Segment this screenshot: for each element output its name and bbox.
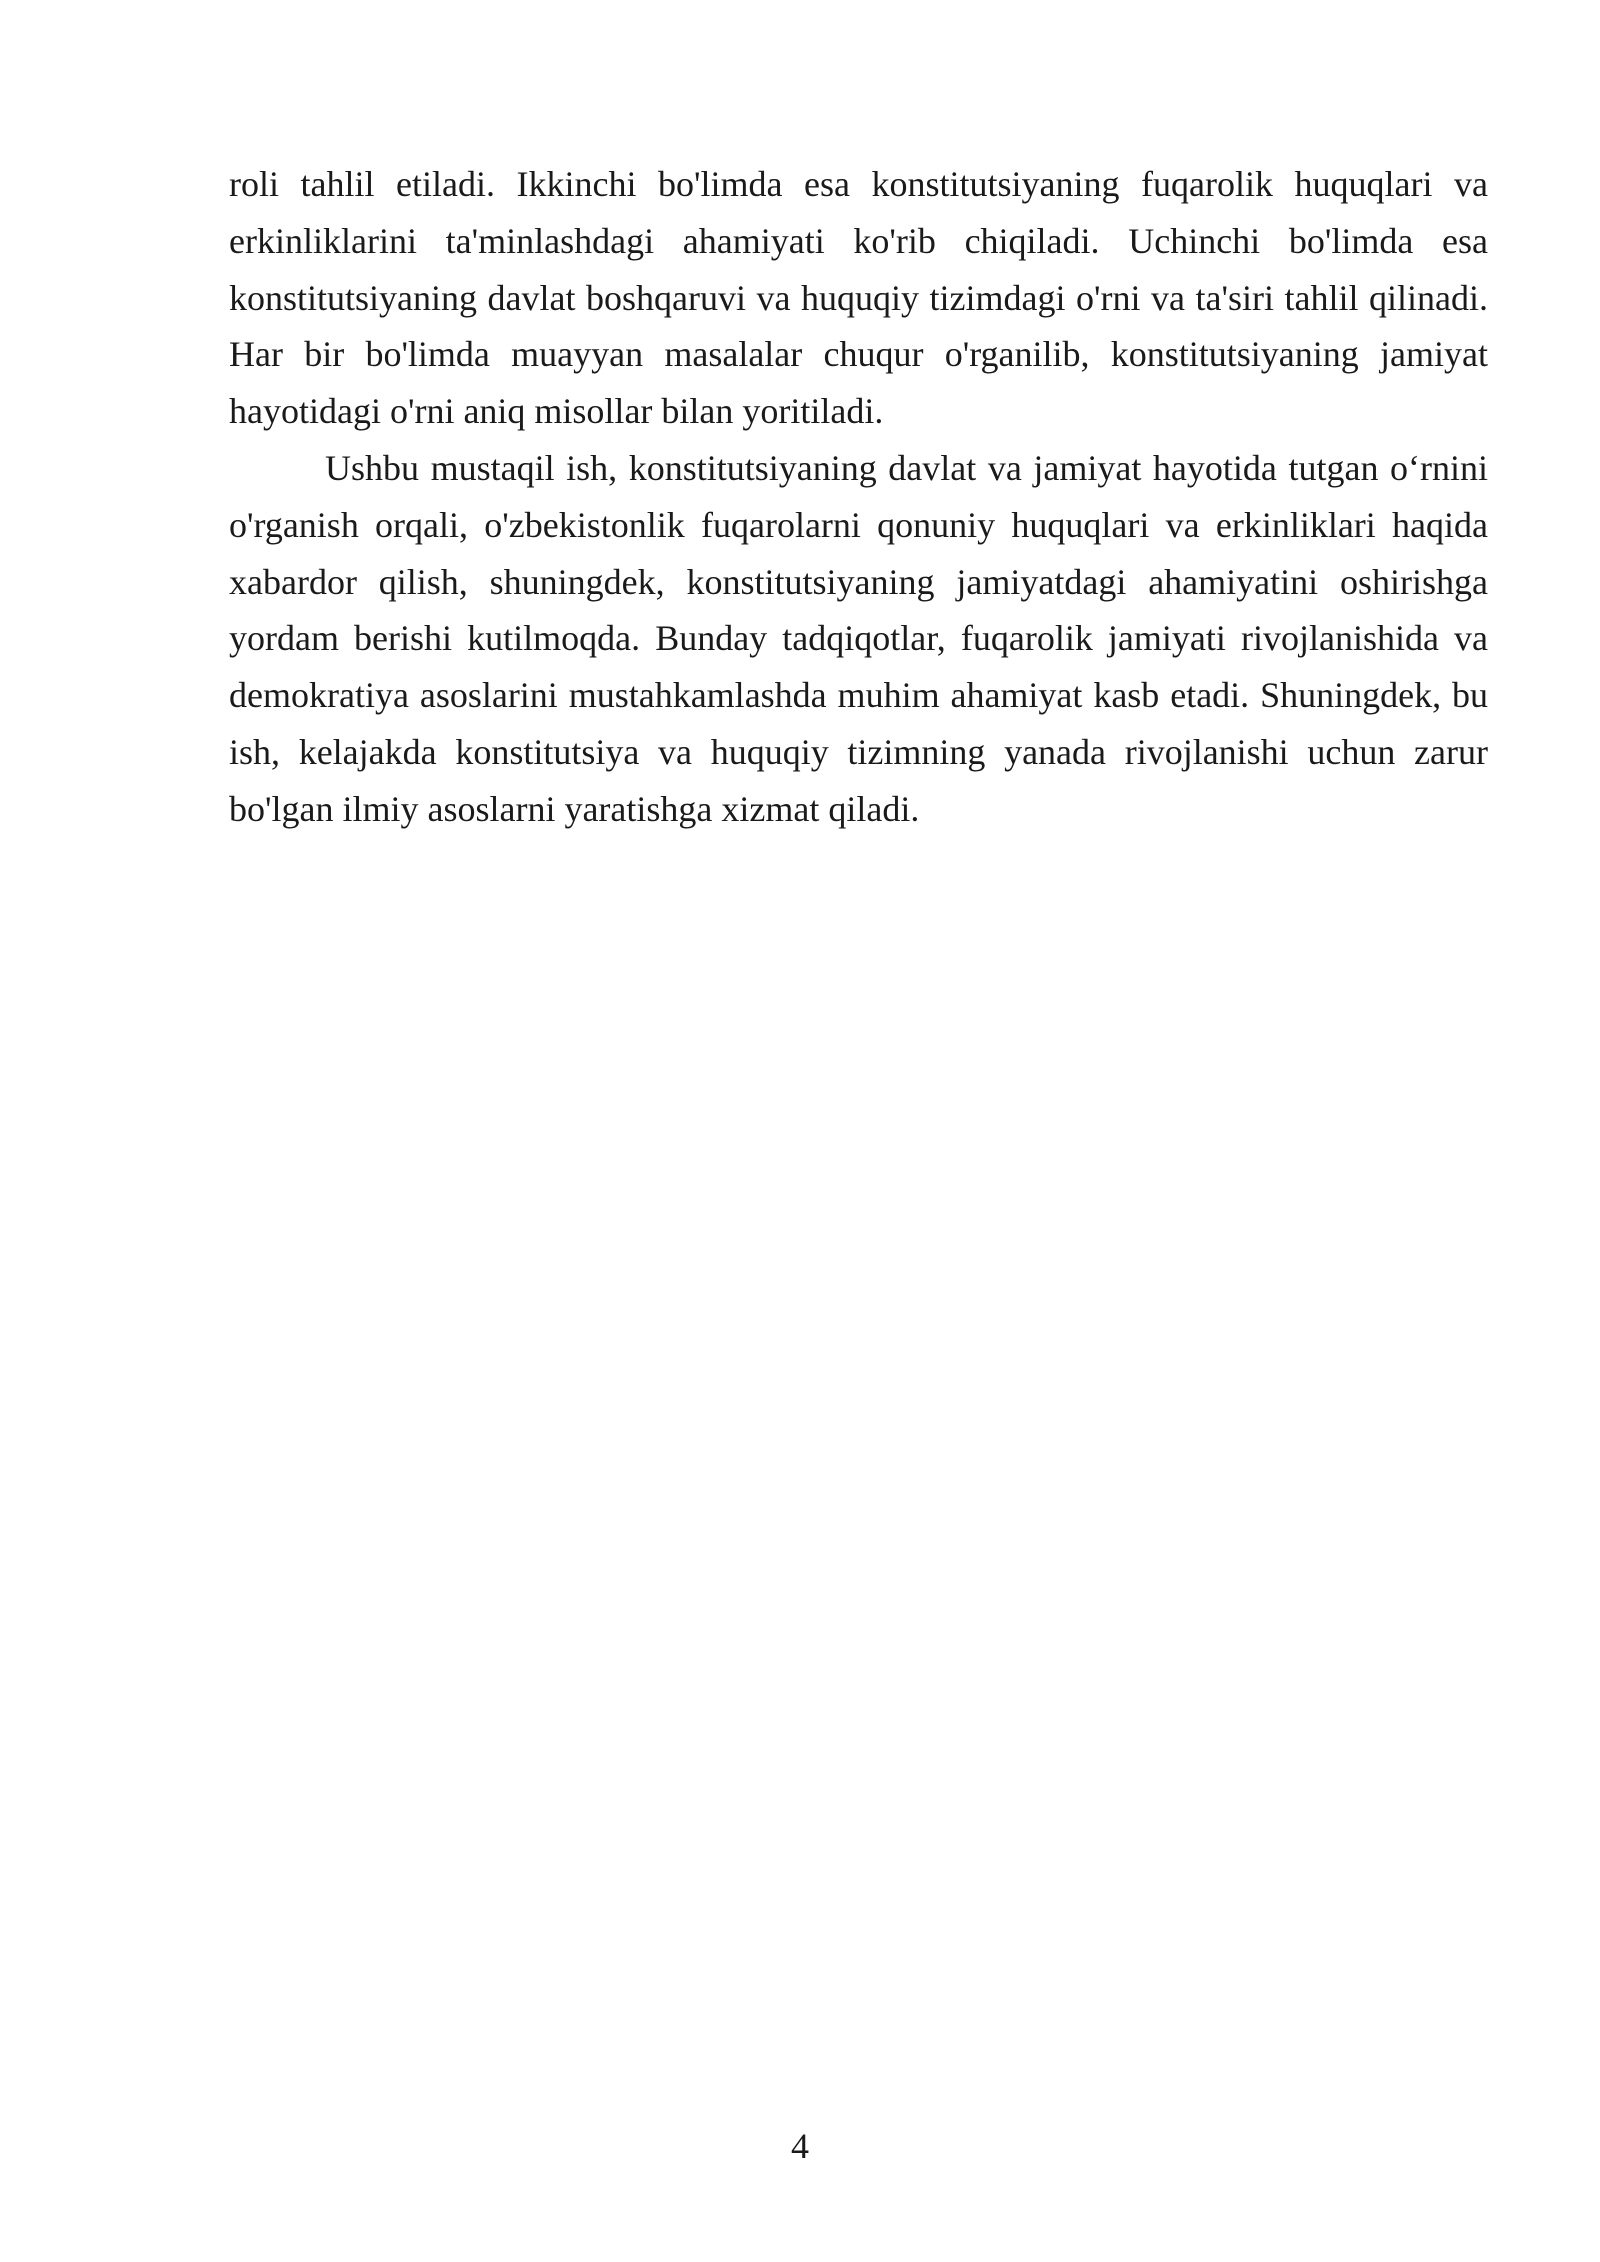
body-text — [229, 156, 1488, 838]
paragraph-conclusion: Ushbu mustaqil ish, konstitutsiyaning davlat va jamiyat hayotida tutgan o‘rnini o'rganish orqali, o'zbekistonlik fuqarolarni qonuniy huquqlari va erkinliklari haqida xabardor qilish, shuningdek, konstitutsiyaning jamiyatdagi ahamiyatini oshirishga yordam berishi kutilmoqda. Bunday tadqiqotlar, fuqarolik jamiyati rivojlanishida va demokratiya asoslarini mustahkamlashda muhim ahamiyat kasb etadi. Shuningdek, bu ish, kelajakda konstitutsiya va huquqiy tizimning yanada rivojlanishi uchun zarur bo'lgan ilmiy asoslarni yaratishga xizmat qiladi. — [229, 447, 1488, 829]
page-number: 4 — [791, 2126, 809, 2166]
paragraph-continuation: roli tahlil etiladi. Ikkinchi bo'limda esa konstitutsiyaning fuqarolik huquqlari va erkinliklarini ta'minlashdagi ahamiyati ko'rib chiqiladi. Uchinchi bo'limda esa konstitutsiyaning davlat boshqaruvi va huquqiy tizimdagi o'rni va ta'siri tahlil qilinadi. Har bir bo'limda muayyan masalalar chuqur o'rganilib, konstitutsiyaning jamiyat hayotidagi o'rni aniq misollar bilan yoritiladi. — [229, 164, 1488, 432]
